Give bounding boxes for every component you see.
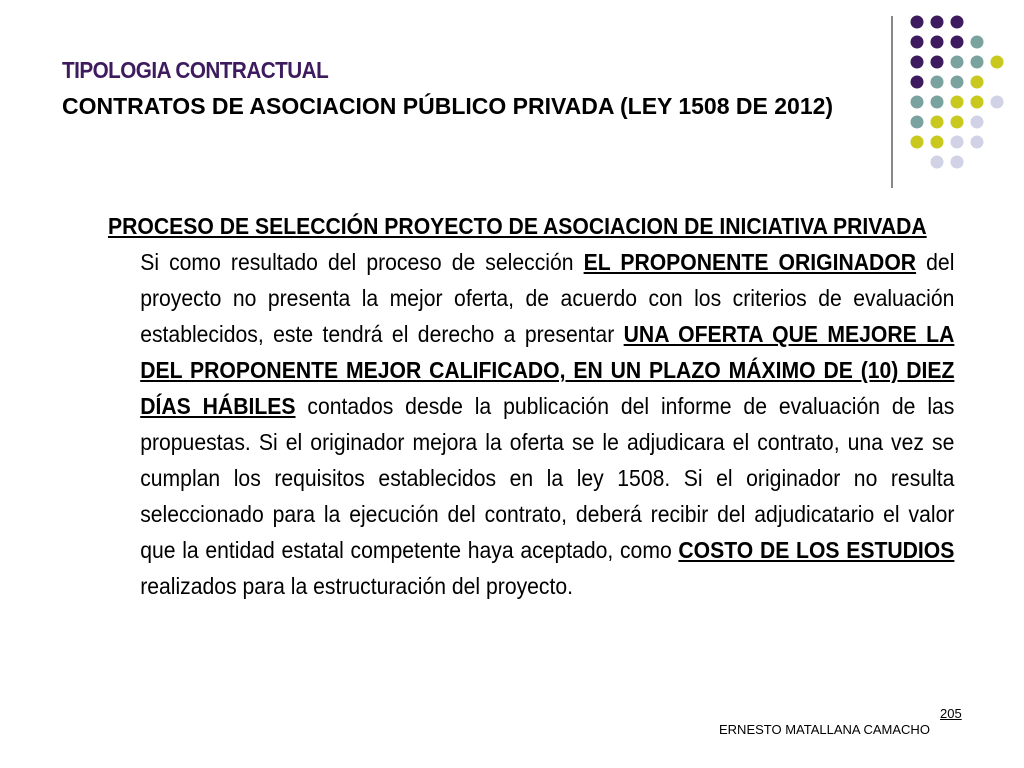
decorative-dot	[971, 76, 984, 89]
decorative-dot	[911, 96, 924, 109]
decorative-dot	[931, 96, 944, 109]
decorative-dot	[951, 76, 964, 89]
emphasis-originador: EL PROPONENTE ORIGINADOR	[583, 249, 917, 275]
decorative-dot	[911, 16, 924, 29]
text-run: Si como resultado del proceso de selección	[140, 249, 584, 275]
decorative-dot	[931, 36, 944, 49]
text-run: contados desde la publicación del informe de evaluación de las propuestas. Si el originador mejora la oferta se le adjudicara el contrato, una vez se cumplan los requisitos establecidos en la ley 1508. Si el originador no resulta seleccionado para la ejecución del contrato, deberá recibir del adjudicatario el valor que la entidad estatal competente haya aceptado, como	[140, 393, 955, 563]
decorative-dot	[951, 36, 964, 49]
decorative-dot	[951, 156, 964, 169]
body-paragraph	[108, 244, 954, 604]
section-heading: PROCESO DE SELECCIÓN PROYECTO DE ASOCIACION DE INICIATIVA PRIVADA	[108, 213, 927, 239]
decorative-dot	[931, 116, 944, 129]
decorative-dot	[931, 56, 944, 69]
emphasis-costo: COSTO DE LOS ESTUDIOS	[678, 537, 955, 563]
decorative-dot	[911, 116, 924, 129]
decorative-dot	[951, 136, 964, 149]
slide-body	[108, 208, 954, 604]
decorative-dot	[931, 76, 944, 89]
decorative-dot	[971, 136, 984, 149]
decorative-dot	[971, 56, 984, 69]
decorative-dot-grid	[0, 0, 1024, 200]
slide-title: CONTRATOS DE ASOCIACION PÚBLICO PRIVADA (LEY 1508 DE 2012)	[62, 93, 834, 119]
decorative-dot	[931, 136, 944, 149]
decorative-dot	[911, 56, 924, 69]
slide-category-title: TIPOLOGIA CONTRACTUAL	[62, 57, 329, 83]
decorative-dot	[971, 36, 984, 49]
decorative-dot	[991, 96, 1004, 109]
decorative-dot	[971, 116, 984, 129]
decorative-dot	[931, 156, 944, 169]
text-run: del proyecto no presenta la mejor oferta, de acuerdo con los criterios de evaluación establecidos, este tendrá el derecho a presentar	[140, 249, 955, 347]
decorative-dot	[931, 16, 944, 29]
decorative-dot	[911, 136, 924, 149]
text-run: realizados para la estructuración del proyecto.	[140, 573, 574, 599]
page-number: 205	[940, 706, 962, 721]
decorative-dot	[951, 116, 964, 129]
decorative-dot	[971, 96, 984, 109]
decorative-dot	[911, 36, 924, 49]
decorative-dot	[951, 16, 964, 29]
decorative-dot	[991, 56, 1004, 69]
emphasis-oferta: UNA OFERTA QUE MEJORE LA DEL PROPONENTE MEJOR CALIFICADO, EN UN PLAZO MÁXIMO DE (10) DIEZ DÍAS HÁBILES	[140, 321, 955, 419]
decorative-dot	[951, 96, 964, 109]
decorative-dot	[951, 56, 964, 69]
author-name: ERNESTO MATALLANA CAMACHO	[719, 722, 930, 737]
decorative-dot	[911, 76, 924, 89]
divider-line	[891, 16, 893, 188]
